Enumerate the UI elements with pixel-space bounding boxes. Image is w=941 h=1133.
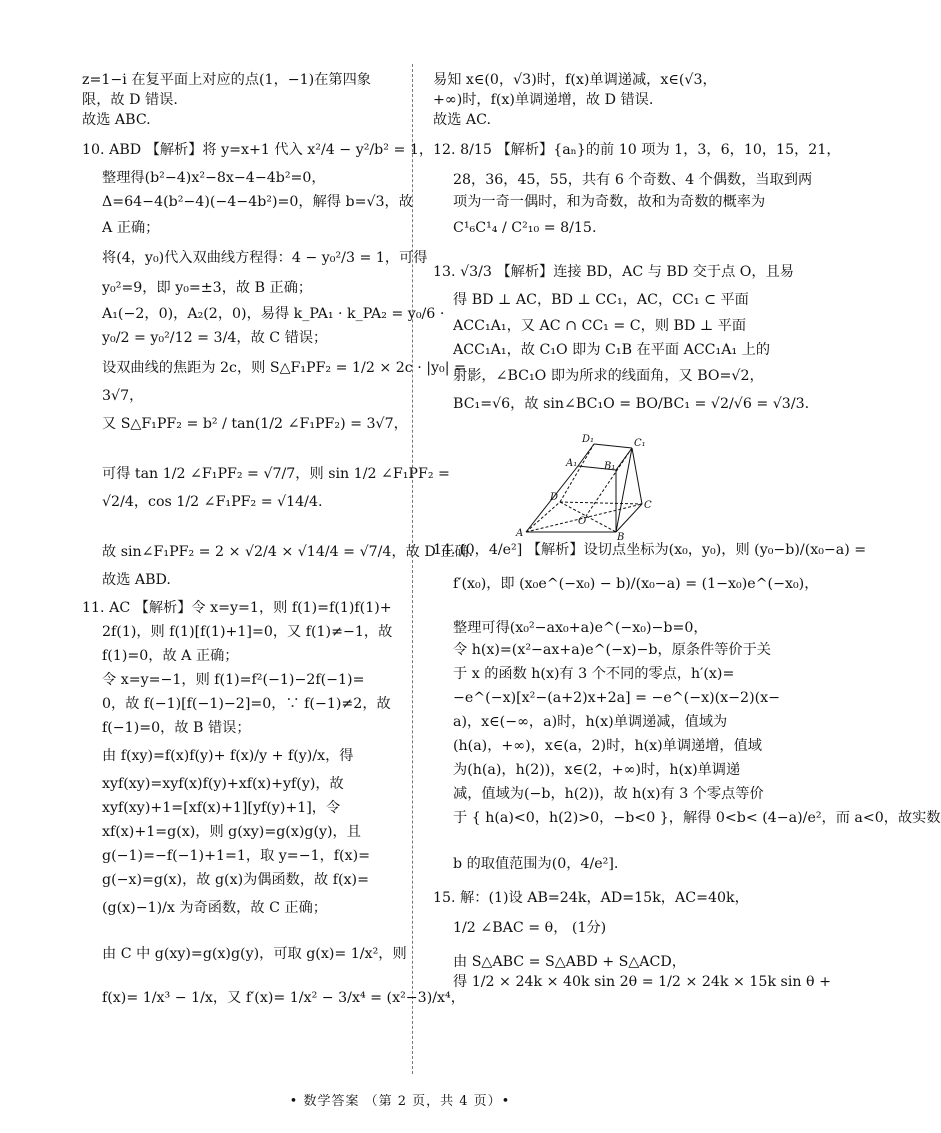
left-line-29: g(−x)=g(x)，故 g(x)为偶函数，故 f(x)= bbox=[102, 872, 369, 888]
right-line-27: 由 S△ABC = S△ABD + S△ACD， bbox=[453, 954, 686, 970]
left-line-9: A₁(−2，0)，A₂(2，0)，易得 k_PA₁ · k_PA₂ = y₀/6 · bbox=[102, 306, 445, 322]
left-line-19: 2f(1)，则 f(1)[f(1)+1]=0，又 f(1)≠−1，故 bbox=[102, 624, 393, 640]
left-line-12: 3√7， bbox=[102, 388, 144, 404]
right-line-26: 1/2 ∠BAC = θ， (1分) bbox=[453, 920, 607, 936]
left-line-16: 故 sin∠F₁PF₂ = 2 × √2/4 × √14/4 = √7/4，故 D 正确. bbox=[102, 544, 474, 560]
left-line-3: 10. ABD 【解析】将 y=x+1 代入 x²/4 − y²/b² = 1， bbox=[82, 142, 434, 158]
right-line-3: 12. 8/15 【解析】{aₙ}的前 10 项为 1，3，6，10，15，21， bbox=[433, 142, 841, 158]
left-line-14: 可得 tan 1/2 ∠F₁PF₂ = √7/7，则 sin 1/2 ∠F₁PF₂ = bbox=[102, 466, 450, 482]
label-A: A bbox=[516, 528, 524, 539]
right-line-23: 于 { h(a)<0，h(2)>0，−b<0 }，解得 0<b< (4−a)/e²，而 a<0，故实数 bbox=[453, 810, 941, 826]
left-line-17: 故选 ABD. bbox=[102, 572, 171, 588]
right-line-13: 14. (0，4/e²] 【解析】设切点坐标为(x₀，y₀)，则 (y₀−b)/(x₀−a) = bbox=[433, 542, 867, 558]
left-line-0: z=1−i 在复平面上对应的点(1，−1)在第四象 bbox=[82, 72, 371, 88]
page-footer: • 数学答案 （第 2 页，共 4 页）• bbox=[289, 1094, 511, 1109]
left-line-31: 由 C 中 g(xy)=g(x)g(y)，可取 g(x)= 1/x²，则 bbox=[102, 946, 407, 962]
label-C: C bbox=[644, 500, 652, 511]
prism-figure bbox=[516, 434, 652, 543]
column-divider bbox=[412, 64, 413, 1074]
right-line-0: 易知 x∈(0，√3)时，f(x)单调递减，x∈(√3， bbox=[433, 72, 717, 88]
left-line-2: 故选 ABC. bbox=[82, 112, 151, 128]
right-line-7: 13. √3/3 【解析】连接 BD，AC 与 BD 交于点 O，且易 bbox=[433, 264, 794, 280]
left-line-22: 0，故 f(−1)[f(−1)−2]=0，∵ f(−1)≠2，故 bbox=[102, 696, 391, 712]
right-line-5: 项为一奇一偶时，和为奇数，故和为奇数的概率为 bbox=[453, 194, 766, 210]
left-line-10: y₀/2 = y₀²/12 = 3/4，故 C 错误； bbox=[102, 330, 328, 346]
left-line-7: 将(4，y₀)代入双曲线方程得：4 − y₀²/3 = 1，可得 bbox=[102, 250, 428, 266]
right-line-21: 为(h(a)，h(2))，x∈(2，+∞)时，h(x)单调递 bbox=[453, 762, 741, 778]
right-line-12: BC₁=√6，故 sin∠BC₁O = BO/BC₁ = √2/√6 = √3/3. bbox=[453, 396, 810, 412]
left-line-5: Δ=64−4(b²−4)(−4−4b²)=0，解得 b=√3，故 bbox=[102, 194, 413, 210]
left-line-28: g(−1)=−f(−1)+1=1，取 y=−1，f(x)= bbox=[102, 848, 371, 864]
label-C1: C₁ bbox=[634, 438, 646, 449]
left-line-18: 11. AC 【解析】令 x=y=1，则 f(1)=f(1)f(1)+ bbox=[82, 600, 392, 616]
label-B: B bbox=[617, 532, 625, 543]
left-line-30: (g(x)−1)/x 为奇函数，故 C 正确； bbox=[102, 900, 327, 916]
right-line-19: a)，x∈(−∞，a)时，h(x)单调递减，值域为 bbox=[453, 714, 728, 730]
left-line-4: 整理得(b²−4)x²−8x−4−4b²=0， bbox=[102, 170, 326, 186]
left-line-27: xf(x)+1=g(x)，则 g(xy)=g(x)g(y)，且 bbox=[102, 824, 361, 840]
right-line-9: ACC₁A₁，又 AC ∩ CC₁ = C，则 BD ⊥ 平面 bbox=[453, 318, 747, 334]
right-line-15: 整理可得(x₀²−ax₀+a)e^(−x₀)−b=0， bbox=[453, 620, 708, 636]
right-line-25: 15. 解：(1)设 AB=24k，AD=15k，AC=40k， bbox=[433, 890, 749, 906]
prism-diagram bbox=[516, 434, 652, 543]
label-B1: B₁ bbox=[604, 461, 616, 472]
left-line-25: xyf(xy)=xyf(x)f(y)+xf(x)+yf(y)，故 bbox=[102, 776, 344, 792]
right-line-8: 得 BD ⊥ AC，BD ⊥ CC₁，AC，CC₁ ⊂ 平面 bbox=[453, 292, 749, 308]
right-line-2: 故选 AC. bbox=[433, 112, 491, 128]
right-line-6: C¹₆C¹₄ / C²₁₀ = 8/15. bbox=[453, 220, 597, 236]
left-line-8: y₀²=9，即 y₀=±3，故 B 正确； bbox=[102, 280, 313, 296]
right-line-17: 于 x 的函数 h(x)有 3 个不同的零点，h′(x)= bbox=[453, 666, 735, 682]
right-line-28: 得 1/2 × 24k × 40k sin 2θ = 1/2 × 24k × 15k sin θ + bbox=[453, 974, 831, 990]
right-line-22: 减，值域为(−b，h(2))，故 h(x)有 3 个零点等价 bbox=[453, 786, 764, 802]
label-A1: A₁ bbox=[566, 458, 578, 469]
right-line-18: −e^(−x)[x²−(a+2)x+2a] = −e^(−x)(x−2)(x− bbox=[453, 690, 781, 706]
left-line-21: 令 x=y=−1，则 f(1)=f²(−1)−2f(−1)= bbox=[102, 672, 365, 688]
left-line-1: 限，故 D 错误. bbox=[82, 92, 178, 108]
right-line-16: 令 h(x)=(x²−ax+a)e^(−x)−b，原条件等价于关 bbox=[453, 642, 771, 658]
left-line-11: 设双曲线的焦距为 2c，则 S△F₁PF₂ = 1/2 × 2c · |y₀| = bbox=[102, 360, 466, 376]
right-line-4: 28，36，45，55，共有 6 个奇数、4 个偶数，当取到两 bbox=[453, 172, 813, 188]
left-line-23: f(−1)=0，故 B 错误； bbox=[102, 720, 251, 736]
right-line-1: +∞)时，f(x)单调递增，故 D 错误. bbox=[433, 92, 654, 108]
right-line-24: b 的取值范围为(0，4/e²]. bbox=[453, 856, 619, 872]
label-O: O bbox=[578, 516, 587, 527]
right-line-20: (h(a)，+∞)，x∈(a，2)时，h(x)单调递增，值域 bbox=[453, 738, 762, 754]
left-line-13: 又 S△F₁PF₂ = b² / tan(1/2 ∠F₁PF₂) = 3√7， bbox=[102, 416, 408, 432]
left-line-6: A 正确； bbox=[102, 220, 160, 236]
left-line-20: f(1)=0，故 A 正确； bbox=[102, 648, 239, 664]
right-line-11: 射影，∠BC₁O 即为所求的线面角，又 BO=√2， bbox=[453, 368, 764, 384]
left-line-15: √2/4，cos 1/2 ∠F₁PF₂ = √14/4. bbox=[102, 494, 323, 510]
left-line-26: xyf(xy)+1=[xf(x)+1][yf(y)+1]，令 bbox=[102, 800, 341, 816]
label-D1: D₁ bbox=[582, 434, 595, 445]
left-line-24: 由 f(xy)=f(x)f(y)+ f(x)/y + f(y)/x，得 bbox=[102, 748, 354, 764]
right-line-10: ACC₁A₁，故 C₁O 即为 C₁B 在平面 ACC₁A₁ 上的 bbox=[453, 342, 771, 358]
label-D: D bbox=[550, 492, 559, 503]
left-line-32: f(x)= 1/x³ − 1/x，又 f′(x)= 1/x² − 3/x⁴ = (x²−3)/x⁴， bbox=[102, 990, 465, 1006]
right-line-14: f′(x₀)，即 (x₀e^(−x₀) − b)/(x₀−a) = (1−x₀)e^(−x₀)， bbox=[453, 576, 819, 592]
